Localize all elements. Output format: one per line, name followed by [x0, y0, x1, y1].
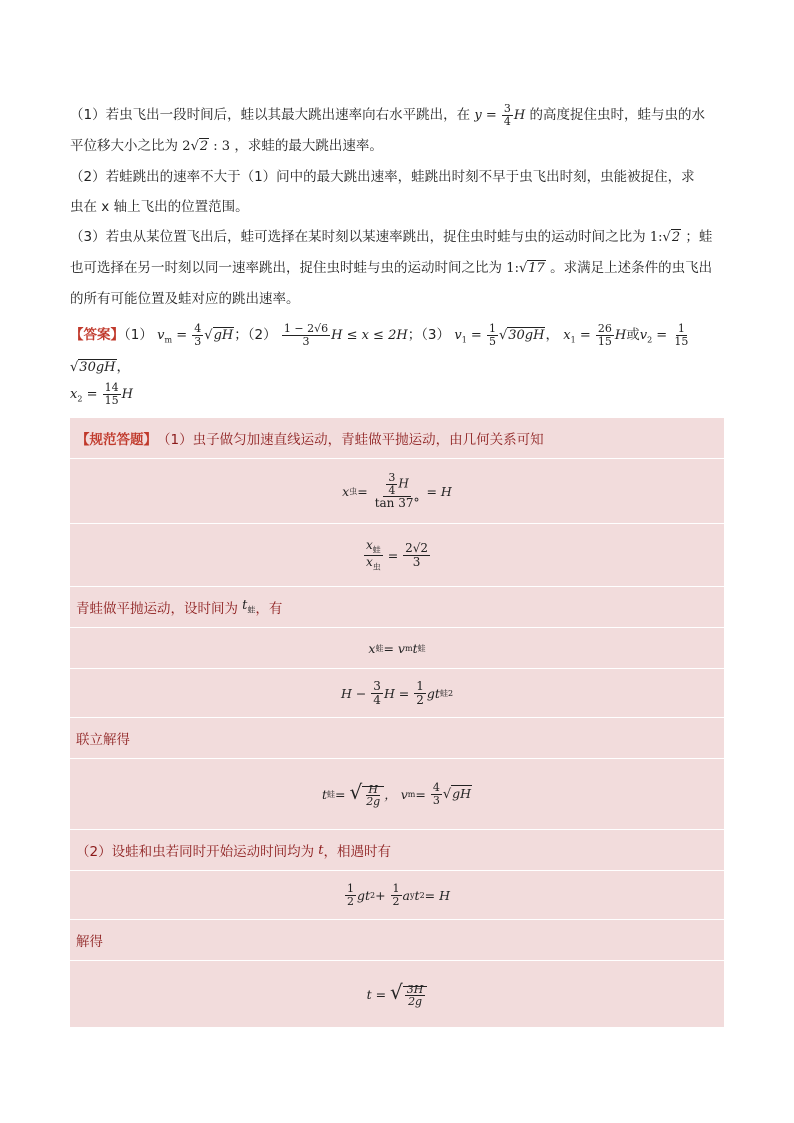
answer-3-x1: $x_1$ = $\frac{26}{15}$ H — [563, 322, 627, 348]
q1-text-c: 平位移大小之比为 — [70, 138, 178, 154]
combine-text: 联立解得 — [76, 732, 130, 749]
part2-t-symbol: t — [314, 842, 324, 858]
frog-motion-text: 青蛙做平抛运动，设时间为 — [76, 601, 238, 618]
part2-row — [70, 830, 724, 871]
question-2 — [70, 162, 724, 222]
combine-row — [70, 718, 724, 759]
q3-line-3: 的所有可能位置及蛙对应的跳出速率。 — [70, 291, 300, 307]
q1-height-formula: y = $\frac{3}{4}$ H — [474, 102, 526, 128]
equation-ratio: $\frac{x_蛙}{x_虫}$ = $\frac{2√2}{3}$ — [70, 524, 724, 587]
q2-line-1: （2）若蛙跳出的速率不大于（1）问中的最大跳出速率，蛙跳出时刻不早于虫飞出时刻，虫能被捉住，求 — [70, 169, 695, 185]
q2-line-2: 虫在 x 轴上飞出的位置范围。 — [70, 199, 249, 215]
part2-text-a: （2）设蛙和虫若同时开始运动时间均为 — [76, 844, 315, 861]
answer-2-formula: $\frac{1 - 2√6}{3}$ H ≤ x ≤ 2H — [283, 322, 408, 348]
q3-ratio-1: 1:√2 — [649, 230, 681, 245]
equation-result-1: t 蛙 = √ $\frac{H}{2g}$ ， v m = $\frac{4}{3}$ √gH — [70, 759, 724, 830]
solution-tag: 【规范答题】 — [76, 432, 157, 449]
q1-ratio: 2√2 : 3 — [182, 139, 231, 154]
solve-text: 解得 — [76, 934, 103, 951]
equation-t: t = √ $\frac{3H}{2g}$ — [70, 961, 724, 1028]
answer-3-v2: $v_2$ = $\frac{1}{15}$ √30gH — [70, 322, 689, 375]
solution-intro-row — [70, 418, 724, 459]
q3-text-b: ；蛙 — [685, 229, 713, 245]
equation-x-insect: x 虫 = $\frac{3}{4}$ H tan 37° = H — [70, 459, 724, 524]
answer-block: 【答案】（1） $v_m$ = $\frac{4}{3}$ √gH；（2） $\frac{1 - 2√6}{3}$ H ≤ x ≤ 2H；（3） $v_1$ = $\frac{1}{5}$ √30gH， $x_1$ = $\frac{26}{15}$ H或$v_2$ = $\frac{1}{15}$ √30gH， $x_2$ = $\frac{14}{15}$ H — [70, 322, 724, 412]
frog-time-symbol: $t_蛙$ — [238, 598, 256, 615]
frog-motion-text-2: ，有 — [255, 601, 283, 618]
solution-intro: （1）虫子做匀加速直线运动，青蛙做平抛运动，由几何关系可知 — [157, 432, 544, 449]
q3-ratio-2: 1:√17 — [506, 261, 545, 276]
part2-text-b: ，相遇时有 — [323, 844, 391, 861]
q1-text-b: 的高度捉住虫时，蛙与虫的水 — [529, 107, 706, 123]
equation-meet: $\frac{1}{2}$ gt 2 + $\frac{1}{2}$ a y t 2 = H — [70, 871, 724, 920]
answer-3-v1: $v_1$ = $\frac{1}{5}$ √30gH — [454, 322, 545, 348]
solution-block — [70, 418, 724, 1028]
q3-text-c: 也可选择在另一时刻以同一速率跳出，捉住虫时蛙与虫的运动时间之比为 — [70, 260, 502, 276]
question-3 — [70, 222, 724, 314]
answer-3-x2: $x_2$ = $\frac{14}{15}$ H — [70, 381, 133, 407]
answer-part-3: ；（3） — [407, 327, 451, 343]
question-1 — [70, 100, 724, 162]
q1-text-a: （1）若虫飞出一段时间后，蛙以其最大跳出速率向右水平跳出，在 — [70, 107, 471, 123]
equation-x-frog: x 蛙 = v m t 蛙 — [70, 628, 724, 669]
answer-tag: 【答案】 — [70, 327, 124, 343]
equation-fall: H − $\frac{3}{4}$ H = $\frac{1}{2}$ gt 蛙 2 — [70, 669, 724, 718]
answer-or: 或 — [626, 327, 640, 343]
answer-part-2: ；（2） — [234, 327, 277, 343]
frog-motion-row — [70, 587, 724, 628]
q3-text-a: （3）若虫从某位置飞出后，蛙可选择在某时刻以某速率跳出，捉住虫时蛙与虫的运动时间之比为 — [70, 229, 646, 245]
answer-1-formula: $v_m$ = $\frac{4}{3}$ √gH — [157, 322, 234, 348]
q1-text-d: ，求蛙的最大跳出速率。 — [234, 138, 383, 154]
solve-row — [70, 920, 724, 961]
document-page — [70, 100, 724, 1028]
q3-text-d: 。求满足上述条件的虫飞出 — [550, 260, 713, 276]
answer-part-1: （1） — [124, 327, 153, 343]
